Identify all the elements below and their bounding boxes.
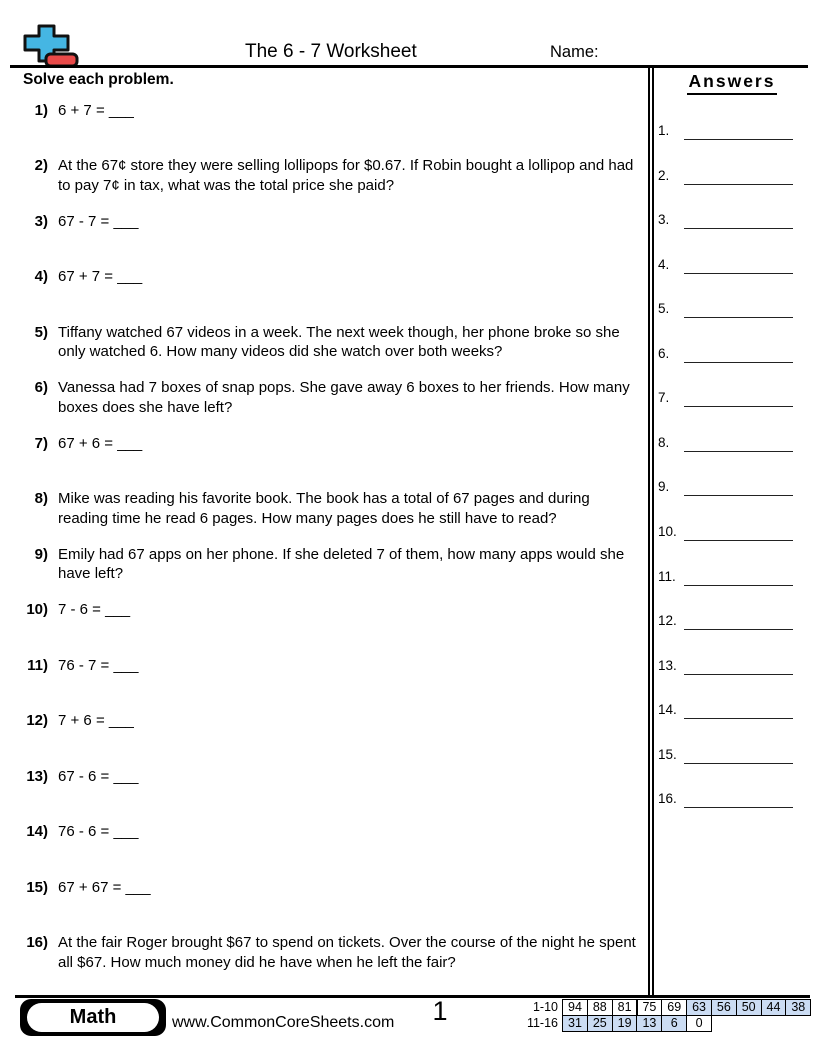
answer-number: 1.	[658, 123, 670, 138]
answer-blank[interactable]	[684, 659, 793, 675]
answer-blank[interactable]	[684, 258, 793, 274]
problem-text: 67 + 67 = ___	[58, 878, 151, 896]
problem-text: Emily had 67 apps on her phone. If she deleted 7 of them, how many apps would she have left?	[58, 545, 625, 583]
answer-row	[656, 292, 808, 334]
answer-row	[656, 560, 808, 602]
problem-number: 9)	[34, 545, 48, 563]
problem-text: 67 + 7 = ___	[58, 268, 143, 286]
answer-row	[656, 782, 808, 824]
problem-number: 4)	[34, 268, 48, 286]
problem-row	[0, 545, 648, 584]
name-label: Name:	[550, 43, 599, 61]
problem-text: 67 - 7 = ___	[58, 212, 139, 230]
answer-blank[interactable]	[684, 391, 793, 407]
problem-row	[0, 933, 648, 972]
problem-row	[0, 434, 648, 454]
score-cell: 81	[612, 999, 638, 1016]
answer-number: 8.	[658, 434, 670, 450]
answer-row	[656, 159, 808, 201]
problem-row	[0, 878, 648, 898]
answers-heading: Answers	[687, 71, 778, 95]
problem-number: 6)	[34, 379, 48, 397]
answer-number: 15.	[658, 746, 677, 762]
problem-number: 16)	[26, 934, 48, 952]
score-cell: 19	[612, 1015, 638, 1032]
problem-number: 12)	[26, 712, 48, 730]
answer-number: 4.	[658, 256, 670, 272]
score-row	[516, 1015, 811, 1032]
answer-blank[interactable]	[684, 124, 793, 140]
problem-text: 76 - 7 = ___	[58, 656, 139, 674]
problem-number: 13)	[26, 767, 48, 785]
worksheet-title: The 6 - 7 Worksheet	[245, 41, 417, 62]
answer-row	[656, 738, 808, 780]
score-cell: 38	[785, 999, 811, 1016]
answer-blank[interactable]	[684, 169, 793, 185]
score-range-label: 1-10	[532, 1000, 558, 1014]
answer-number: 9.	[658, 479, 670, 495]
page-number: 1	[432, 996, 448, 1026]
problem-text: Tiffany watched 67 videos in a week. The next week though, her phone broke so she only watched 6. How many videos did she watch over both weeks?	[58, 323, 620, 361]
problem-row	[0, 267, 648, 287]
answer-number: 3.	[658, 212, 670, 228]
answers-column-divider	[648, 67, 654, 996]
problem-row	[0, 378, 648, 417]
header-divider	[10, 65, 808, 68]
problem-number: 5)	[34, 323, 48, 341]
answer-blank[interactable]	[684, 302, 793, 318]
answer-number: 12.	[658, 613, 677, 629]
answer-number: 6.	[658, 345, 670, 361]
problem-number: 8)	[34, 490, 48, 508]
score-table	[516, 999, 811, 1032]
score-cell: 0	[686, 1015, 712, 1032]
instructions-text: Solve each problem.	[23, 71, 174, 88]
problem-text: At the fair Roger brought $67 to spend on tickets. Over the course of the night he spent all $67. How much money did he have when he left the fair?	[58, 934, 636, 971]
answer-blank[interactable]	[684, 525, 793, 541]
answer-number: 7.	[658, 390, 670, 406]
answer-number: 5.	[658, 301, 670, 317]
subject-badge-label: Math	[27, 1003, 159, 1032]
answer-blank[interactable]	[684, 703, 793, 719]
answer-blank[interactable]	[684, 570, 793, 586]
problem-text: 7 - 6 = ___	[58, 601, 131, 619]
problem-number: 1)	[34, 102, 48, 119]
answer-row	[656, 203, 808, 245]
score-cell: 13	[636, 1015, 662, 1032]
answer-row	[656, 337, 808, 379]
problem-row	[0, 711, 648, 731]
commoncoresheets-logo	[22, 22, 82, 68]
score-cells	[562, 1015, 712, 1032]
answer-number: 10.	[658, 523, 677, 539]
problem-text: At the 67¢ store they were selling lollipops for $0.67. If Robin bought a lollipop and had to pay 7¢ in tax, what was the total price she paid?	[58, 157, 634, 194]
score-cell: 56	[711, 999, 737, 1016]
answer-row	[656, 114, 808, 156]
problem-row	[0, 489, 648, 528]
score-cells	[562, 999, 811, 1016]
answer-blank[interactable]	[684, 213, 793, 229]
problem-text: 67 + 6 = ___	[58, 434, 143, 452]
answer-number: 14.	[658, 702, 677, 718]
problem-number: 10)	[26, 601, 48, 619]
answer-row	[656, 381, 808, 423]
problem-text: 6 + 7 = ___	[58, 102, 134, 119]
score-cell: 25	[587, 1015, 613, 1032]
score-cell: 50	[736, 999, 762, 1016]
problem-row	[0, 323, 648, 362]
problem-number: 3)	[34, 212, 48, 230]
score-row	[516, 999, 811, 1016]
problem-row	[0, 767, 648, 787]
score-cell: 94	[562, 999, 588, 1016]
problem-number: 2)	[34, 157, 48, 175]
answer-row	[656, 604, 808, 646]
answers-heading-wrap	[656, 71, 808, 95]
problem-number: 11)	[27, 656, 48, 674]
problem-row	[0, 822, 648, 842]
score-cell: 88	[587, 999, 613, 1016]
answer-row	[656, 470, 808, 512]
problem-row	[0, 156, 648, 195]
website-text: www.CommonCoreSheets.com	[172, 1014, 395, 1031]
problem-row	[0, 656, 648, 676]
answer-number: 11.	[658, 568, 676, 584]
answer-row	[656, 515, 808, 557]
problem-row	[0, 101, 648, 121]
problem-text: 7 + 6 = ___	[58, 712, 134, 730]
subject-badge	[20, 999, 166, 1036]
answer-blank[interactable]	[684, 347, 793, 363]
answer-blank[interactable]	[684, 614, 793, 630]
answer-number: 13.	[658, 657, 677, 673]
answer-blank[interactable]	[684, 748, 793, 764]
problem-number: 15)	[26, 878, 48, 896]
answer-blank[interactable]	[684, 480, 793, 496]
answer-row	[656, 426, 808, 468]
problem-row	[0, 212, 648, 232]
score-cell: 63	[686, 999, 712, 1016]
problem-text: 76 - 6 = ___	[58, 823, 139, 841]
problem-row	[0, 600, 648, 620]
answer-row	[656, 649, 808, 691]
score-cell: 75	[636, 999, 662, 1016]
answer-number: 2.	[658, 167, 670, 183]
score-cell: 31	[562, 1015, 588, 1032]
answer-row	[656, 693, 808, 735]
problem-number: 14)	[26, 823, 48, 841]
problem-number: 7)	[34, 434, 48, 452]
problem-text: Vanessa had 7 boxes of snap pops. She gave away 6 boxes to her friends. How many boxes does she have left?	[58, 379, 630, 416]
answer-row	[656, 248, 808, 290]
score-cell: 6	[661, 1015, 687, 1032]
score-cell: 69	[661, 999, 687, 1016]
problem-text: Mike was reading his favorite book. The book has a total of 67 pages and during reading time he read 6 pages. How many pages does he still have to read?	[58, 490, 590, 527]
problem-text: 67 - 6 = ___	[58, 767, 139, 785]
answer-blank[interactable]	[684, 436, 793, 452]
answer-blank[interactable]	[684, 792, 793, 808]
score-cell: 44	[761, 999, 787, 1016]
answer-number: 16.	[658, 791, 677, 807]
score-range-label: 11-16	[526, 1015, 558, 1030]
